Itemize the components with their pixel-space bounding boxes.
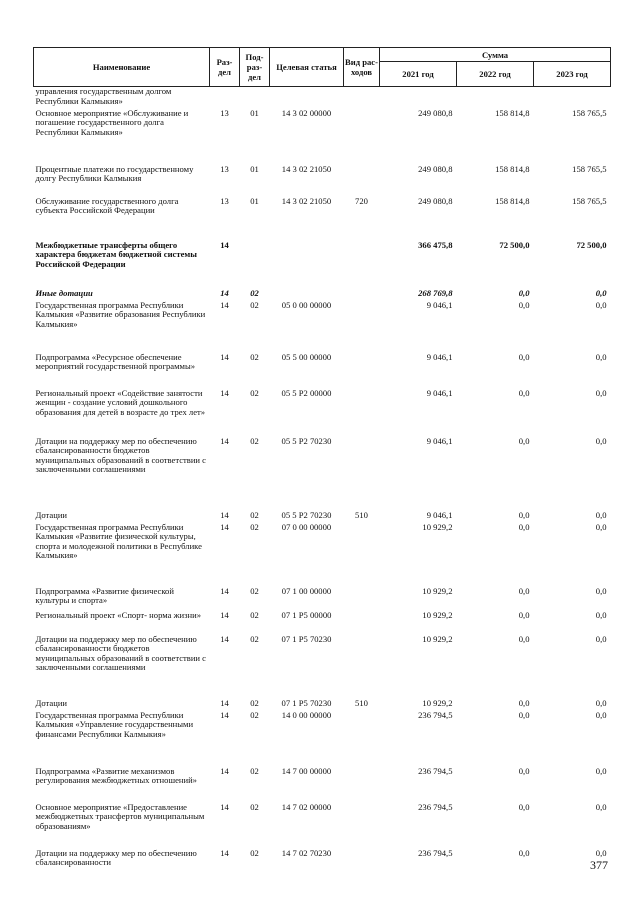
row-sum-2023: 0,0 bbox=[595, 435, 607, 446]
row-vid bbox=[344, 635, 380, 699]
row-vid bbox=[344, 611, 380, 635]
row-sum-2022: 0,0 bbox=[518, 287, 530, 298]
row-podrazdel: 02 bbox=[250, 299, 259, 310]
row-name: Дотации bbox=[35, 697, 68, 708]
row-sum-2021: 9 046,1 bbox=[426, 435, 453, 446]
row-sum-2023: 0,0 bbox=[595, 509, 607, 520]
row-razdel: 14 bbox=[220, 351, 229, 362]
row-razdel: 14 bbox=[220, 609, 229, 620]
row-vid bbox=[344, 437, 380, 511]
table-row bbox=[34, 241, 611, 289]
row-sum-2022: 0,0 bbox=[518, 633, 530, 644]
row-podrazdel: 01 bbox=[250, 163, 259, 174]
row-target: 14 3 02 00000 bbox=[281, 107, 332, 118]
row-podrazdel: 02 bbox=[250, 585, 259, 596]
row-sum-2022: 158 814,8 bbox=[495, 195, 530, 206]
row-target: 14 7 02 00000 bbox=[281, 801, 332, 812]
row-razdel: 14 bbox=[220, 509, 229, 520]
row-podrazdel: 02 bbox=[250, 847, 259, 858]
row-sum-2023: 0,0 bbox=[595, 697, 607, 708]
row-sum-2021: 236 794,5 bbox=[418, 765, 453, 776]
row-sum-2022: 0,0 bbox=[518, 765, 530, 776]
budget-table-sheet bbox=[33, 47, 610, 871]
table-row bbox=[34, 635, 611, 699]
row-razdel: 13 bbox=[220, 163, 229, 174]
row-sum-2022: 158 814,8 bbox=[495, 107, 530, 118]
row-sum-2023: 158 765,5 bbox=[572, 107, 607, 118]
row-sum-2023: 0,0 bbox=[595, 585, 607, 596]
row-name: Подпрограмма «Ресурсное обеспечение мероприятий государственной программы» bbox=[35, 351, 196, 372]
row-sum-2022: 0,0 bbox=[518, 697, 530, 708]
row-razdel: 14 bbox=[220, 521, 229, 532]
header-name: Наименование bbox=[34, 48, 210, 87]
row-sum-2021: 236 794,5 bbox=[418, 847, 453, 858]
row-name: Дотации на поддержку мер по обеспечению сбалансированности bbox=[35, 847, 197, 868]
row-sum-2022: 0,0 bbox=[518, 847, 530, 858]
row-podrazdel: 01 bbox=[250, 107, 259, 118]
row-podrazdel bbox=[240, 241, 270, 289]
row-sum-2023: 0,0 bbox=[595, 765, 607, 776]
row-sum-2021: 236 794,5 bbox=[418, 709, 453, 720]
row-sum-2022: 0,0 bbox=[518, 609, 530, 620]
row-sum-2021: 9 046,1 bbox=[426, 351, 453, 362]
row-sum-2022: 0,0 bbox=[518, 585, 530, 596]
row-podrazdel: 02 bbox=[250, 697, 259, 708]
row-name: Государственная программа Республики Калмыкия «Управление государственными финансами Республики Калмыкия» bbox=[35, 709, 194, 739]
row-name: Подпрограмма «Развитие механизмов регулирования межбюджетных отношений» bbox=[35, 765, 197, 786]
row-sum-2022: 158 814,8 bbox=[495, 163, 530, 174]
header-target: Целевая статья bbox=[270, 48, 344, 87]
row-name: Дотации на поддержку мер по обеспечению сбалансированности бюджетов муниципальных образований в соответствии с заключенными соглашениями bbox=[35, 435, 206, 475]
row-razdel: 14 bbox=[220, 847, 229, 858]
table-header bbox=[34, 48, 611, 87]
table-row bbox=[34, 849, 611, 871]
row-vid bbox=[344, 353, 380, 389]
row-vid: 510 bbox=[355, 697, 368, 708]
row-sum-2021: 366 475,8 bbox=[418, 239, 453, 250]
row-sum-2021: 10 929,2 bbox=[422, 609, 453, 620]
table-row bbox=[34, 587, 611, 611]
row-name: Межбюджетные трансферты общего характера бюджетам бюджетной системы Российской Федерации bbox=[35, 239, 197, 269]
row-sum-2021: 10 929,2 bbox=[422, 633, 453, 644]
row-vid: 720 bbox=[355, 195, 368, 206]
row-vid bbox=[344, 523, 380, 587]
row-sum-2023: 0,0 bbox=[595, 521, 607, 532]
row-target bbox=[270, 241, 344, 289]
row-podrazdel: 02 bbox=[250, 609, 259, 620]
table-row bbox=[34, 437, 611, 511]
row-vid bbox=[344, 87, 380, 109]
table-row bbox=[34, 711, 611, 767]
row-sum-2022: 0,0 bbox=[518, 521, 530, 532]
row-sum-2021 bbox=[380, 87, 457, 109]
row-target: 14 3 02 21050 bbox=[281, 163, 332, 174]
row-sum-2022: 0,0 bbox=[518, 387, 530, 398]
header-2022: 2022 год bbox=[457, 62, 534, 87]
row-podrazdel: 02 bbox=[250, 765, 259, 776]
row-sum-2023: 0,0 bbox=[595, 299, 607, 310]
row-razdel: 14 bbox=[220, 299, 229, 310]
row-name: Региональный проект «Спорт- норма жизни» bbox=[35, 609, 202, 620]
table-row bbox=[34, 165, 611, 197]
row-vid bbox=[344, 711, 380, 767]
row-vid bbox=[344, 849, 380, 871]
row-sum-2022: 0,0 bbox=[518, 801, 530, 812]
page-number: 377 bbox=[590, 858, 608, 872]
row-sum-2022: 0,0 bbox=[518, 709, 530, 720]
header-podrazdel: Под-раз-дел bbox=[240, 48, 270, 87]
header-2023: 2023 год bbox=[534, 62, 611, 87]
row-sum-2022: 0,0 bbox=[518, 435, 530, 446]
row-razdel: 14 bbox=[220, 697, 229, 708]
row-podrazdel: 02 bbox=[250, 509, 259, 520]
row-vid bbox=[344, 301, 380, 353]
row-vid bbox=[344, 803, 380, 849]
row-sum-2023: 0,0 bbox=[595, 633, 607, 644]
row-name: Основное мероприятие «Предоставление межбюджетных трансфертов муниципальным образованиям» bbox=[35, 801, 205, 831]
row-name: Основное мероприятие «Обслуживание и погашение государственного долга Республики Калмыкия» bbox=[35, 107, 189, 137]
row-target: 07 1 00 00000 bbox=[281, 585, 332, 596]
row-name: Обслуживание государственного долга субъекта Российской Федерации bbox=[35, 195, 179, 216]
row-target bbox=[270, 289, 344, 301]
row-podrazdel: 02 bbox=[250, 387, 259, 398]
row-razdel: 14 bbox=[220, 287, 229, 298]
row-sum-2023: 0,0 bbox=[595, 387, 607, 398]
row-name: Дотации на поддержку мер по обеспечению сбалансированности бюджетов муниципальных образований в соответствии с заключенными соглашениями bbox=[35, 633, 206, 673]
row-vid bbox=[344, 165, 380, 197]
row-target: 05 5 00 00000 bbox=[281, 351, 332, 362]
row-podrazdel: 02 bbox=[250, 287, 259, 298]
table-row bbox=[34, 353, 611, 389]
row-razdel bbox=[210, 87, 240, 109]
row-target bbox=[270, 87, 344, 109]
row-target: 07 1 P5 70230 bbox=[281, 697, 332, 708]
row-target: 07 1 P5 70230 bbox=[281, 633, 332, 644]
row-name: Иные дотации bbox=[35, 287, 93, 298]
row-target: 14 0 00 00000 bbox=[281, 709, 332, 720]
row-sum-2021: 249 080,8 bbox=[418, 107, 453, 118]
row-target: 05 5 P2 00000 bbox=[281, 387, 332, 398]
row-vid bbox=[344, 109, 380, 165]
row-name: Региональный проект «Содействие занятости женщин - создание условий дошкольного образования для детей в возрасте до трех лет» bbox=[35, 387, 206, 417]
table-row bbox=[34, 301, 611, 353]
table-row bbox=[34, 389, 611, 437]
row-sum-2023: 0,0 bbox=[595, 847, 607, 858]
row-podrazdel: 02 bbox=[250, 351, 259, 362]
table-row bbox=[34, 803, 611, 849]
row-podrazdel: 02 bbox=[250, 633, 259, 644]
row-name: Дотации bbox=[35, 509, 68, 520]
row-razdel: 13 bbox=[220, 195, 229, 206]
row-sum-2021: 249 080,8 bbox=[418, 195, 453, 206]
row-sum-2022: 0,0 bbox=[518, 299, 530, 310]
row-name: Процентные платежи по государственному долгу Республики Калмыкия bbox=[35, 163, 194, 184]
row-target: 14 7 02 70230 bbox=[281, 847, 332, 858]
row-sum-2022: 0,0 bbox=[518, 509, 530, 520]
row-razdel: 14 bbox=[220, 239, 229, 250]
row-sum-2023: 0,0 bbox=[595, 351, 607, 362]
row-sum-2023: 158 765,5 bbox=[572, 163, 607, 174]
row-vid: 510 bbox=[355, 509, 368, 520]
row-name: Государственная программа Республики Калмыкия «Развитие образования Республики Калмыкия» bbox=[35, 299, 206, 329]
row-razdel: 14 bbox=[220, 709, 229, 720]
row-sum-2021: 10 929,2 bbox=[422, 697, 453, 708]
table-row bbox=[34, 611, 611, 635]
row-sum-2021: 9 046,1 bbox=[426, 299, 453, 310]
table-row bbox=[34, 699, 611, 711]
row-podrazdel: 02 bbox=[250, 801, 259, 812]
row-target: 07 0 00 00000 bbox=[281, 521, 332, 532]
row-sum-2022: 72 500,0 bbox=[499, 239, 530, 250]
row-target: 14 3 02 21050 bbox=[281, 195, 332, 206]
row-razdel: 14 bbox=[220, 765, 229, 776]
row-vid bbox=[344, 241, 380, 289]
row-vid bbox=[344, 767, 380, 803]
row-name: управления государственным долгом Республики Калмыкия» bbox=[35, 86, 172, 106]
header-razdel: Раз-дел bbox=[210, 48, 240, 87]
row-sum-2023: 0,0 bbox=[595, 609, 607, 620]
table-row bbox=[34, 197, 611, 241]
row-podrazdel: 01 bbox=[250, 195, 259, 206]
header-2021: 2021 год bbox=[380, 62, 457, 87]
row-target: 05 5 P2 70230 bbox=[281, 435, 332, 446]
table-row bbox=[34, 511, 611, 523]
table-row bbox=[34, 109, 611, 165]
row-podrazdel: 02 bbox=[250, 709, 259, 720]
row-vid bbox=[344, 587, 380, 611]
row-target: 05 5 P2 70230 bbox=[281, 509, 332, 520]
row-target: 14 7 00 00000 bbox=[281, 765, 332, 776]
row-vid bbox=[344, 389, 380, 437]
row-razdel: 14 bbox=[220, 801, 229, 812]
row-podrazdel bbox=[240, 87, 270, 109]
table-row bbox=[34, 523, 611, 587]
row-sum-2023: 72 500,0 bbox=[576, 239, 607, 250]
row-name: Подпрограмма «Развитие физической культуры и спорта» bbox=[35, 585, 174, 606]
row-sum-2021: 268 769,8 bbox=[418, 287, 453, 298]
row-target: 07 1 P5 00000 bbox=[281, 609, 332, 620]
row-sum-2023 bbox=[534, 87, 611, 109]
row-razdel: 14 bbox=[220, 387, 229, 398]
table-row bbox=[34, 87, 611, 109]
row-vid bbox=[344, 289, 380, 301]
row-sum-2021: 10 929,2 bbox=[422, 521, 453, 532]
table-row bbox=[34, 767, 611, 803]
table-row bbox=[34, 289, 611, 301]
row-sum-2023: 0,0 bbox=[595, 801, 607, 812]
row-sum-2023: 158 765,5 bbox=[572, 195, 607, 206]
row-sum-2021: 9 046,1 bbox=[426, 387, 453, 398]
row-sum-2021: 10 929,2 bbox=[422, 585, 453, 596]
row-razdel: 14 bbox=[220, 435, 229, 446]
table-body bbox=[34, 87, 611, 871]
row-sum-2023: 0,0 bbox=[595, 287, 607, 298]
row-sum-2023: 0,0 bbox=[595, 709, 607, 720]
row-name: Государственная программа Республики Калмыкия «Развитие физической культуры, спорта и молодежной политики в Республике Калмыкия» bbox=[35, 521, 202, 561]
row-sum-2021: 9 046,1 bbox=[426, 509, 453, 520]
row-razdel: 14 bbox=[220, 585, 229, 596]
header-summa: Сумма bbox=[380, 48, 611, 62]
row-podrazdel: 02 bbox=[250, 435, 259, 446]
row-sum-2021: 249 080,8 bbox=[418, 163, 453, 174]
budget-table bbox=[33, 47, 611, 871]
row-sum-2022: 0,0 bbox=[518, 351, 530, 362]
header-vid: Вид рас-ходов bbox=[344, 48, 380, 87]
row-razdel: 13 bbox=[220, 107, 229, 118]
row-target: 05 0 00 00000 bbox=[281, 299, 332, 310]
row-podrazdel: 02 bbox=[250, 521, 259, 532]
row-razdel: 14 bbox=[220, 633, 229, 644]
row-sum-2022 bbox=[457, 87, 534, 109]
row-sum-2021: 236 794,5 bbox=[418, 801, 453, 812]
